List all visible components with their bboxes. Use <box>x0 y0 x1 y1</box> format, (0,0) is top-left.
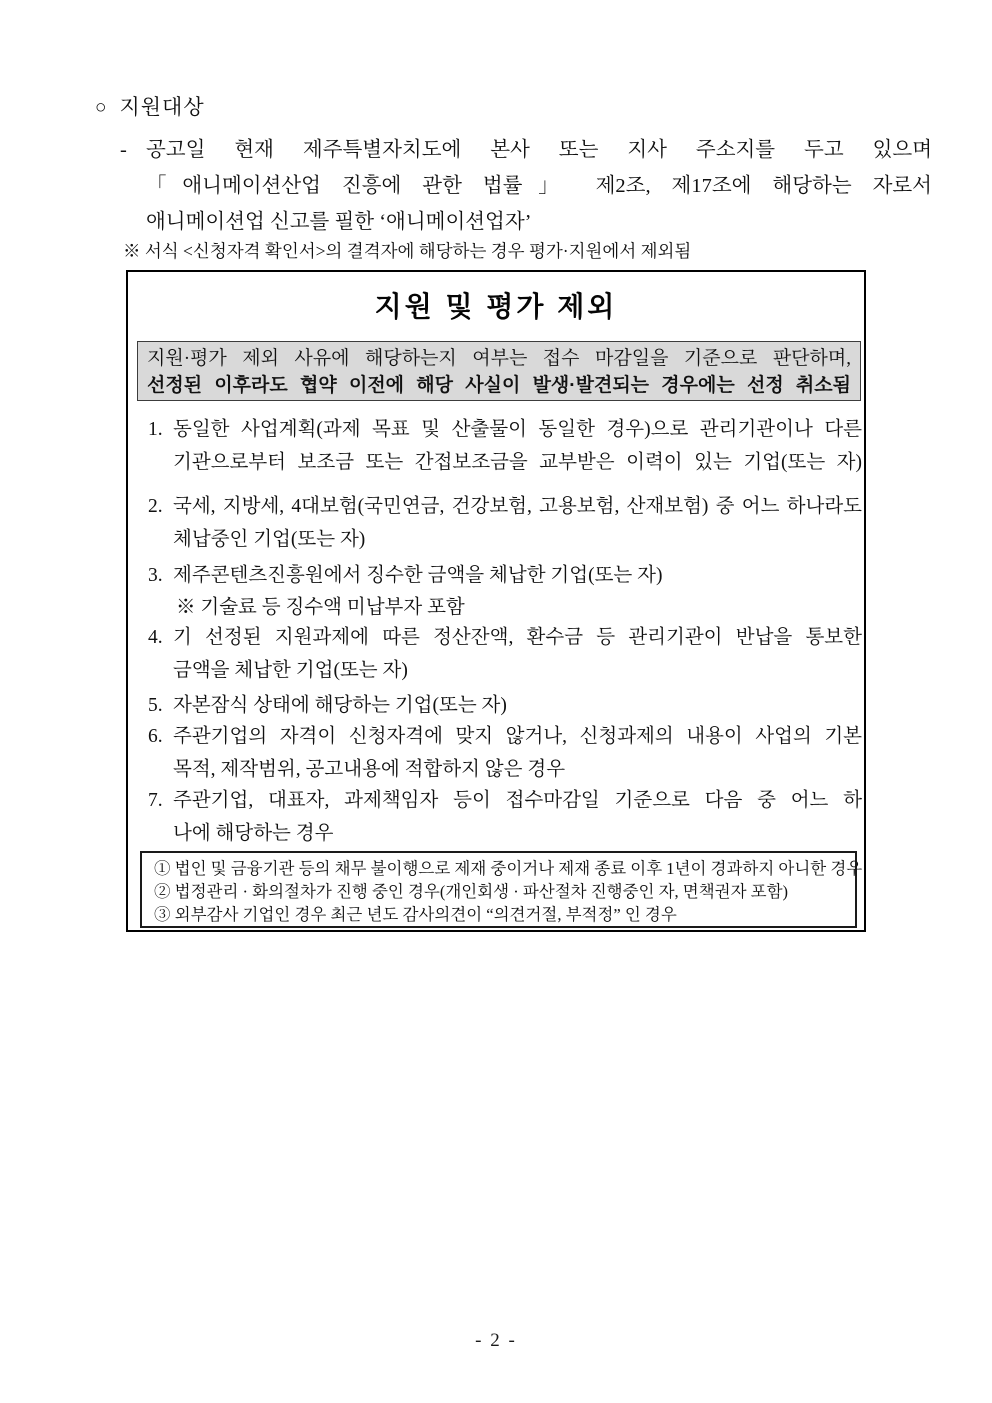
item-text: 기관으로부터 보조금 또는 간접보조금을 교부받은 이력이 있는 기업(또는 자) <box>173 452 862 473</box>
page-number: - 2 - <box>475 1330 517 1351</box>
eligibility-paragraph <box>120 132 932 240</box>
exclusion-item-1 <box>148 413 862 479</box>
detail-line-3: ③ 외부감사 기업인 경우 최근 년도 감사의견이 “의견거절, 부적정” 인 경우 <box>154 905 677 924</box>
item-text: 목적, 제작범위, 공고내용에 적합하지 않은 경우 <box>173 759 566 780</box>
exclusion-item-5 <box>148 689 862 722</box>
exclusion-item-3 <box>148 559 862 624</box>
item-number: 4. <box>148 627 163 648</box>
item-text: 주관기업, 대표자, 과제책임자 등이 접수마감일 기준으로 다음 중 어느 하 <box>173 790 862 811</box>
exclusion-item-7 <box>148 784 862 850</box>
detail-line-2: ② 법정관리 · 화의절차가 진행 중인 경우(개인회생 · 파산절차 진행중인 자, 면책권자 포함) <box>154 882 789 901</box>
item-text: 주관기업의 자격이 신청자격에 맞지 않거나, 신청과제의 내용이 사업의 기본 <box>173 726 862 747</box>
item-number: 3. <box>148 565 163 586</box>
exclusion-notice-line-1: 지원·평가 제외 사유에 해당하는지 여부는 접수 마감일을 기준으로 판단하며, <box>147 348 851 369</box>
item-number: 2. <box>148 496 163 517</box>
eligibility-line-1: 공고일 현재 제주특별자치도에 본사 또는 지사 주소지를 두고 있으며 <box>146 139 932 161</box>
item-subnote: ※ 기술료 등 징수액 미납부자 포함 <box>176 597 465 618</box>
item-number: 5. <box>148 695 163 716</box>
item-text: 국세, 지방세, 4대보험(국민연금, 건강보험, 고용보험, 산재보험) 중 어느 하나라도 <box>173 496 862 517</box>
item-text: 체납중인 기업(또는 자) <box>173 529 366 550</box>
exclusion-notice-line-2: 선정된 이후라도 협약 이전에 해당 사실이 발생·발견되는 경우에는 선정 취소됨 <box>147 375 851 396</box>
item-text: 기 선정된 지원과제에 따른 정산잔액, 환수금 등 관리기관이 반납을 통보한 <box>173 627 862 648</box>
eligibility-note: ※ 서식 <신청자격 확인서>의 결격자에 해당하는 경우 평가·지원에서 제외됨 <box>123 241 692 261</box>
dash-bullet: - <box>120 139 127 161</box>
item-text: 금액을 체납한 기업(또는 자) <box>173 660 408 681</box>
item-number: 1. <box>148 419 163 440</box>
detail-line-1: ① 법인 및 금융기관 등의 채무 불이행으로 제재 중이거나 제재 종료 이후 1년이 경과하지 아니한 경우 <box>154 859 863 878</box>
item-number: 7. <box>148 790 163 811</box>
eligibility-line-2: 「애니메이션산업 진흥에 관한 법률」 제2조, 제17조에 해당하는 자로서 <box>146 175 932 197</box>
exclusion-item-2 <box>148 490 862 556</box>
exclusion-box-title: 지원 및 평가 제외 <box>374 291 618 322</box>
disqualification-detail-box <box>140 851 863 928</box>
exclusion-notice <box>137 341 861 401</box>
eligibility-line-3: 애니메이션업 신고를 필한 ‘애니메이션업자’ <box>146 211 532 233</box>
section-heading <box>95 91 205 121</box>
item-text: 제주콘텐츠진흥원에서 징수한 금액을 체납한 기업(또는 자) <box>173 565 663 586</box>
item-text: 동일한 사업계획(과제 목표 및 산출물이 동일한 경우)으로 관리기관이나 다른 <box>173 419 862 440</box>
exclusion-item-6 <box>148 720 862 786</box>
section-heading-label: 지원대상 <box>119 95 205 119</box>
circle-bullet-icon: ○ <box>95 97 108 118</box>
item-text: 나에 해당하는 경우 <box>173 823 334 844</box>
item-text: 자본잠식 상태에 해당하는 기업(또는 자) <box>173 695 507 716</box>
exclusion-box <box>126 270 866 932</box>
item-number: 6. <box>148 726 163 747</box>
exclusion-item-4 <box>148 621 862 687</box>
